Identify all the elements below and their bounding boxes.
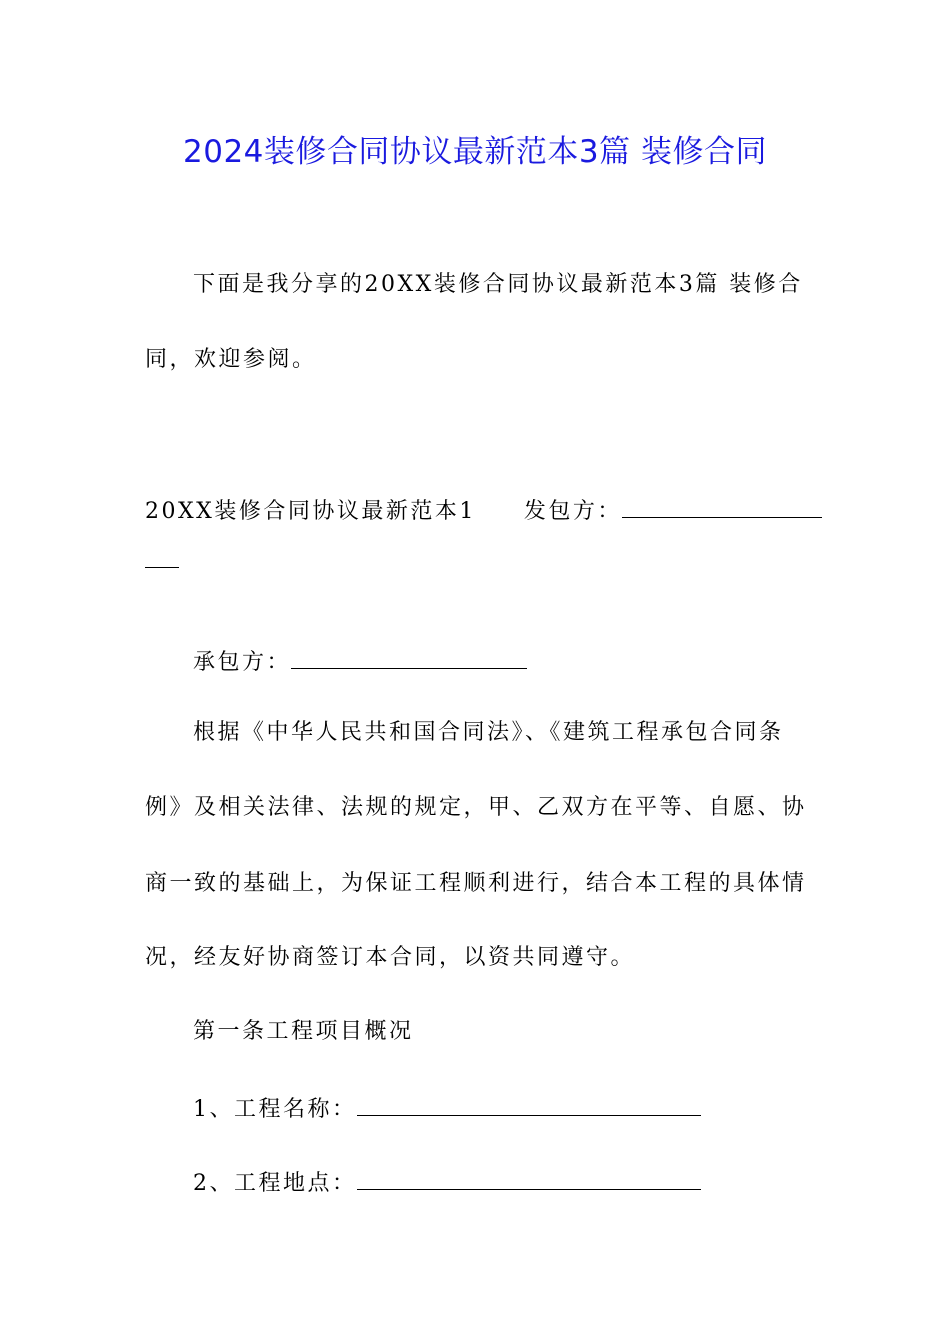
body-line-4: 况，经友好协商签订本合同，以资共同遵守。: [145, 945, 636, 970]
party-b-blank: [291, 646, 527, 669]
item1-blank: [357, 1093, 701, 1116]
item2-label: 2、工程地点：: [193, 1171, 357, 1196]
document-title: 2024装修合同协议最新范本3篇 装修合同: [183, 134, 767, 170]
body-line-2: 例》及相关法律、法规的规定，甲、乙双方在平等、自愿、协: [145, 795, 807, 820]
section1-heading: 20XX装修合同协议最新范本1: [145, 499, 476, 524]
intro-line-1: 下面是我分享的20XX装修合同协议最新范本3篇 装修合: [193, 272, 803, 297]
body-line-3: 商一致的基础上，为保证工程顺利进行，结合本工程的具体情: [145, 871, 807, 896]
article1-heading: 第一条工程项目概况: [193, 1019, 414, 1044]
item2-row: [193, 1167, 701, 1199]
body-line-1: 根据《中华人民共和国合同法》、《建筑工程承包合同条: [193, 720, 784, 745]
party-b-row: [193, 646, 527, 678]
item1-row: [193, 1093, 701, 1125]
party-a-blank: [622, 495, 822, 518]
party-a-label: 发包方：: [523, 499, 622, 524]
party-b-label: 承包方：: [193, 650, 292, 675]
item2-blank: [357, 1167, 701, 1190]
intro-line-2: 同，欢迎参阅。: [145, 347, 317, 372]
section-heading-row: [145, 495, 822, 527]
party-a-blank-continuation: [145, 567, 179, 568]
item1-label: 1、工程名称：: [193, 1097, 357, 1122]
